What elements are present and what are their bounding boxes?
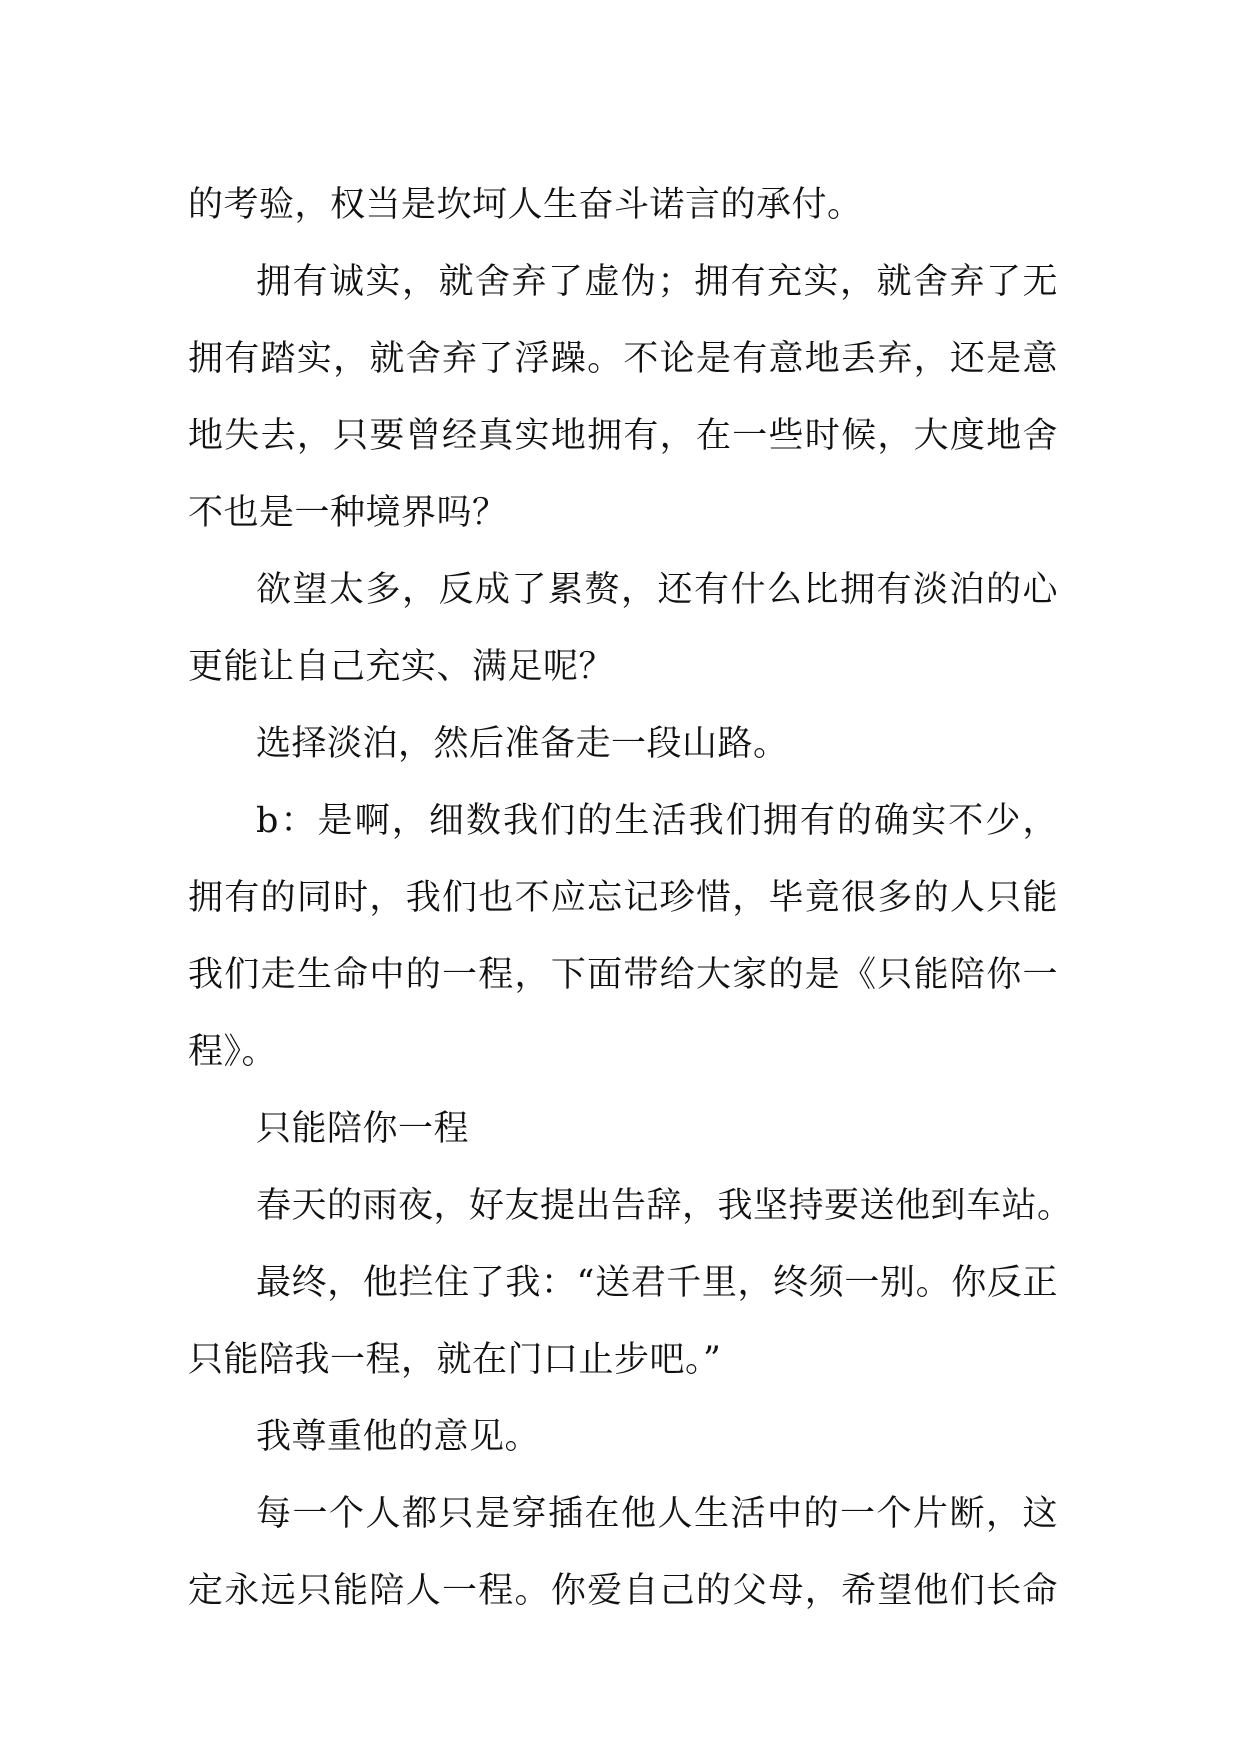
text-line-4: 地失去，只要曾经真实地拥有，在一些时候，大度地舍 (188, 416, 1058, 456)
text-line-17: 我尊重他的意见。 (256, 1417, 541, 1457)
body-text (188, 167, 1073, 1630)
text-line-3: 拥有踏实，就舍弃了浮躁。不论是有意地丢弃，还是意 (188, 339, 1058, 379)
text-line-2: 拥有诚实，就舍弃了虚伪；拥有充实，就舍弃了无 (256, 262, 1058, 302)
text-line-11: 我们走生命中的一程，下面带给大家的是《只能陪你一 (188, 955, 1058, 995)
text-line-1: 的考验，权当是坎坷人生奋斗诺言的承付。 (188, 185, 863, 225)
text-line-14: 春天的雨夜，好友提出告辞，我坚持要送他到车站。 (256, 1186, 1073, 1226)
text-line-12: 程》。 (188, 1032, 278, 1072)
text-line-19: 定永远只能陪人一程。你爱自己的父母，希望他们长命 (188, 1571, 1058, 1611)
text-line-16: 只能陪我一程，就在门口止步吧。” (188, 1340, 722, 1380)
text-line-15: 最终，他拦住了我：“送君千里，终须一别。你反正 (256, 1263, 1058, 1303)
text-line-8: 选择淡泊，然后准备走一段山路。 (256, 724, 789, 764)
text-line-18: 每一个人都只是穿插在他人生活中的一个片断，这 (256, 1494, 1058, 1534)
text-line-10: 拥有的同时，我们也不应忘记珍惜，毕竟很多的人只能 (188, 878, 1058, 918)
text-line-7: 更能让自己充实、满足呢？ (188, 647, 615, 687)
text-line-9: b：是啊，细数我们的生活我们拥有的确实不少， (256, 801, 1058, 841)
text-line-6: 欲望太多，反成了累赘，还有什么比拥有淡泊的心 (256, 570, 1058, 610)
section-title: 只能陪你一程 (256, 1109, 470, 1149)
text-line-5: 不也是一种境界吗？ (188, 493, 508, 533)
